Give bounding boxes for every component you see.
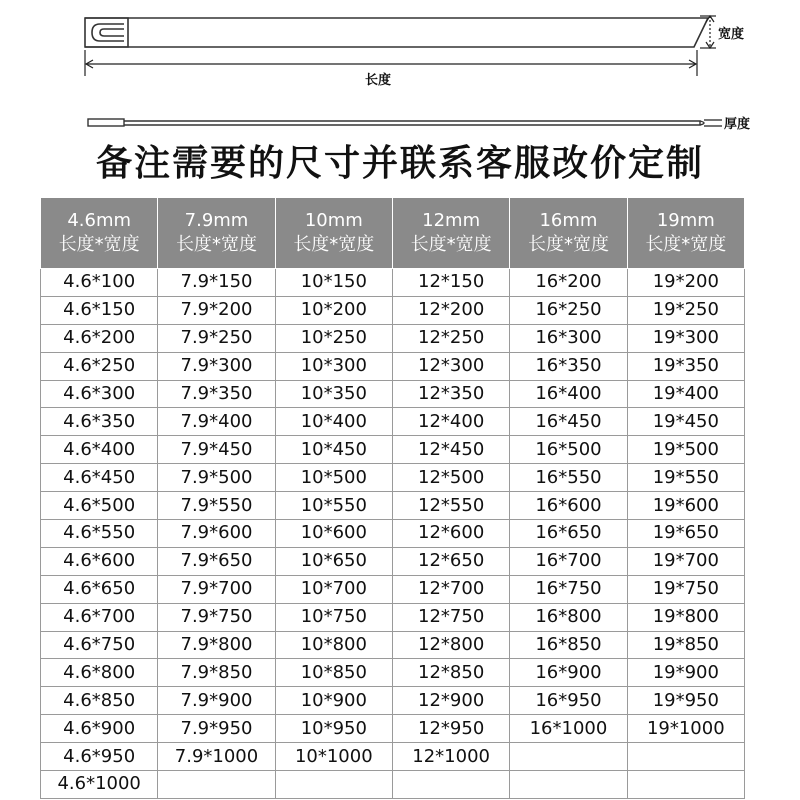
table-cell: 7.9*700 xyxy=(158,575,275,603)
column-header xyxy=(41,198,158,269)
table-cell: 10*550 xyxy=(275,492,392,520)
table-cell: 7.9*750 xyxy=(158,603,275,631)
table-cell: 19*250 xyxy=(627,296,744,324)
table-cell: 12*150 xyxy=(392,269,509,297)
table-cell: 7.9*550 xyxy=(158,492,275,520)
table-cell: 4.6*650 xyxy=(41,575,158,603)
table-cell: 10*700 xyxy=(275,575,392,603)
column-size-label: 7.9mm xyxy=(184,210,249,231)
table-cell: 12*850 xyxy=(392,659,509,687)
table-cell: 10*300 xyxy=(275,352,392,380)
table-cell: 12*300 xyxy=(392,352,509,380)
table-cell: 16*650 xyxy=(510,520,627,548)
table-cell: 4.6*850 xyxy=(41,687,158,715)
table-cell: 10*500 xyxy=(275,464,392,492)
table-cell: 16*450 xyxy=(510,408,627,436)
table-body xyxy=(41,269,745,799)
table-row xyxy=(41,296,745,324)
table-cell: 16*900 xyxy=(510,659,627,687)
column-sub-label: 长度*宽度 xyxy=(293,234,375,255)
table-cell: 7.9*600 xyxy=(158,520,275,548)
table-row xyxy=(41,269,745,297)
thickness-dimension xyxy=(704,120,722,126)
table-cell: 4.6*900 xyxy=(41,715,158,743)
table-cell: 12*750 xyxy=(392,603,509,631)
table-cell: 12*550 xyxy=(392,492,509,520)
table-row xyxy=(41,547,745,575)
table-cell: 16*400 xyxy=(510,380,627,408)
table-cell: 12*400 xyxy=(392,408,509,436)
table-cell: 4.6*1000 xyxy=(41,771,158,799)
length-label: 长度 xyxy=(365,73,392,88)
table-cell: 7.9*850 xyxy=(158,659,275,687)
table-cell: 12*350 xyxy=(392,380,509,408)
table-cell: 12*600 xyxy=(392,520,509,548)
column-size-label: 16mm xyxy=(539,210,598,231)
table-cell: 16*750 xyxy=(510,575,627,603)
column-size-label: 19mm xyxy=(656,210,715,231)
table-cell: 7.9*1000 xyxy=(158,743,275,771)
table-cell xyxy=(158,771,275,799)
table-cell: 4.6*600 xyxy=(41,547,158,575)
table-row xyxy=(41,603,745,631)
table-cell: 16*500 xyxy=(510,436,627,464)
table-cell: 19*650 xyxy=(627,520,744,548)
table-row xyxy=(41,743,745,771)
table-cell: 4.6*300 xyxy=(41,380,158,408)
thickness-label: 厚度 xyxy=(724,117,751,132)
table-cell: 19*550 xyxy=(627,464,744,492)
table-cell: 12*700 xyxy=(392,575,509,603)
table-cell: 19*600 xyxy=(627,492,744,520)
tie-side-view xyxy=(88,119,704,126)
table-cell: 10*600 xyxy=(275,520,392,548)
table-cell: 7.9*400 xyxy=(158,408,275,436)
table-cell: 10*650 xyxy=(275,547,392,575)
customization-note: 备注需要的尺寸并联系客服改价定制 xyxy=(95,143,704,184)
table-cell xyxy=(392,771,509,799)
table-cell: 10*900 xyxy=(275,687,392,715)
table-cell: 10*800 xyxy=(275,631,392,659)
table-cell: 19*1000 xyxy=(627,715,744,743)
table-cell: 16*700 xyxy=(510,547,627,575)
table-cell xyxy=(627,771,744,799)
width-label: 宽度 xyxy=(718,27,745,42)
table-cell: 16*950 xyxy=(510,687,627,715)
table-cell: 7.9*300 xyxy=(158,352,275,380)
table-cell: 4.6*750 xyxy=(41,631,158,659)
table-cell: 7.9*350 xyxy=(158,380,275,408)
table-cell: 4.6*350 xyxy=(41,408,158,436)
table-cell: 16*800 xyxy=(510,603,627,631)
table-cell: 10*400 xyxy=(275,408,392,436)
table-cell: 12*800 xyxy=(392,631,509,659)
table-cell: 7.9*800 xyxy=(158,631,275,659)
table-cell: 4.6*800 xyxy=(41,659,158,687)
table-cell: 16*600 xyxy=(510,492,627,520)
table-cell: 12*900 xyxy=(392,687,509,715)
column-sub-label: 长度*宽度 xyxy=(410,234,492,255)
table-row xyxy=(41,659,745,687)
table-cell: 10*1000 xyxy=(275,743,392,771)
table-cell: 19*900 xyxy=(627,659,744,687)
table-cell: 12*650 xyxy=(392,547,509,575)
column-sub-label: 长度*宽度 xyxy=(58,234,140,255)
table-cell: 16*250 xyxy=(510,296,627,324)
table-row xyxy=(41,575,745,603)
table-row xyxy=(41,520,745,548)
table-cell: 7.9*150 xyxy=(158,269,275,297)
table-cell: 16*300 xyxy=(510,324,627,352)
table-row xyxy=(41,436,745,464)
table-cell: 10*350 xyxy=(275,380,392,408)
table-cell xyxy=(510,771,627,799)
table-cell: 12*950 xyxy=(392,715,509,743)
table-cell: 12*250 xyxy=(392,324,509,352)
table-cell: 7.9*500 xyxy=(158,464,275,492)
table-row xyxy=(41,771,745,799)
column-sub-label: 长度*宽度 xyxy=(645,234,727,255)
table-cell: 19*200 xyxy=(627,269,744,297)
column-size-label: 10mm xyxy=(304,210,363,231)
table-cell: 10*950 xyxy=(275,715,392,743)
table-row xyxy=(41,380,745,408)
table-cell: 4.6*550 xyxy=(41,520,158,548)
table-row xyxy=(41,464,745,492)
column-size-label: 12mm xyxy=(422,210,481,231)
table-cell: 4.6*950 xyxy=(41,743,158,771)
table-cell xyxy=(275,771,392,799)
table-cell: 10*450 xyxy=(275,436,392,464)
table-cell: 4.6*450 xyxy=(41,464,158,492)
table-header-row xyxy=(41,198,745,269)
column-size-label: 4.6mm xyxy=(67,210,132,231)
table-cell: 10*750 xyxy=(275,603,392,631)
table-cell: 7.9*650 xyxy=(158,547,275,575)
table-cell: 16*850 xyxy=(510,631,627,659)
table-cell: 12*1000 xyxy=(392,743,509,771)
table-row xyxy=(41,352,745,380)
column-header xyxy=(627,198,744,269)
table-row xyxy=(41,715,745,743)
table-cell: 7.9*450 xyxy=(158,436,275,464)
table-cell: 4.6*100 xyxy=(41,269,158,297)
table-cell: 19*400 xyxy=(627,380,744,408)
column-sub-label: 长度*宽度 xyxy=(175,234,257,255)
table-cell: 7.9*200 xyxy=(158,296,275,324)
table-cell: 12*450 xyxy=(392,436,509,464)
table-cell: 4.6*500 xyxy=(41,492,158,520)
table-cell: 10*850 xyxy=(275,659,392,687)
table-cell: 4.6*700 xyxy=(41,603,158,631)
table-cell: 4.6*250 xyxy=(41,352,158,380)
table-row xyxy=(41,687,745,715)
column-header xyxy=(275,198,392,269)
table-cell: 12*200 xyxy=(392,296,509,324)
table-cell: 7.9*950 xyxy=(158,715,275,743)
table-cell: 19*850 xyxy=(627,631,744,659)
table-cell: 10*250 xyxy=(275,324,392,352)
table-row xyxy=(41,631,745,659)
table-cell: 19*350 xyxy=(627,352,744,380)
table-row xyxy=(41,324,745,352)
table-cell: 19*300 xyxy=(627,324,744,352)
table-cell: 4.6*200 xyxy=(41,324,158,352)
table-cell: 19*700 xyxy=(627,547,744,575)
table-cell: 16*350 xyxy=(510,352,627,380)
size-table xyxy=(40,197,745,799)
column-header xyxy=(392,198,509,269)
table-cell: 16*550 xyxy=(510,464,627,492)
table-cell: 19*800 xyxy=(627,603,744,631)
width-dimension xyxy=(700,16,716,48)
table-cell: 4.6*400 xyxy=(41,436,158,464)
table-cell: 19*950 xyxy=(627,687,744,715)
table-cell: 7.9*250 xyxy=(158,324,275,352)
table-cell: 19*450 xyxy=(627,408,744,436)
table-row xyxy=(41,492,745,520)
table-cell: 19*750 xyxy=(627,575,744,603)
column-header xyxy=(510,198,627,269)
table-cell: 10*200 xyxy=(275,296,392,324)
table-cell: 16*200 xyxy=(510,269,627,297)
table-cell xyxy=(510,743,627,771)
cable-tie-diagram xyxy=(0,0,800,135)
table-cell xyxy=(627,743,744,771)
table-cell: 4.6*150 xyxy=(41,296,158,324)
table-cell: 7.9*900 xyxy=(158,687,275,715)
column-header xyxy=(158,198,275,269)
table-cell: 19*500 xyxy=(627,436,744,464)
table-row xyxy=(41,408,745,436)
table-cell: 16*1000 xyxy=(510,715,627,743)
column-sub-label: 长度*宽度 xyxy=(527,234,609,255)
table-cell: 12*500 xyxy=(392,464,509,492)
tie-top-view xyxy=(85,18,708,47)
table-cell: 10*150 xyxy=(275,269,392,297)
